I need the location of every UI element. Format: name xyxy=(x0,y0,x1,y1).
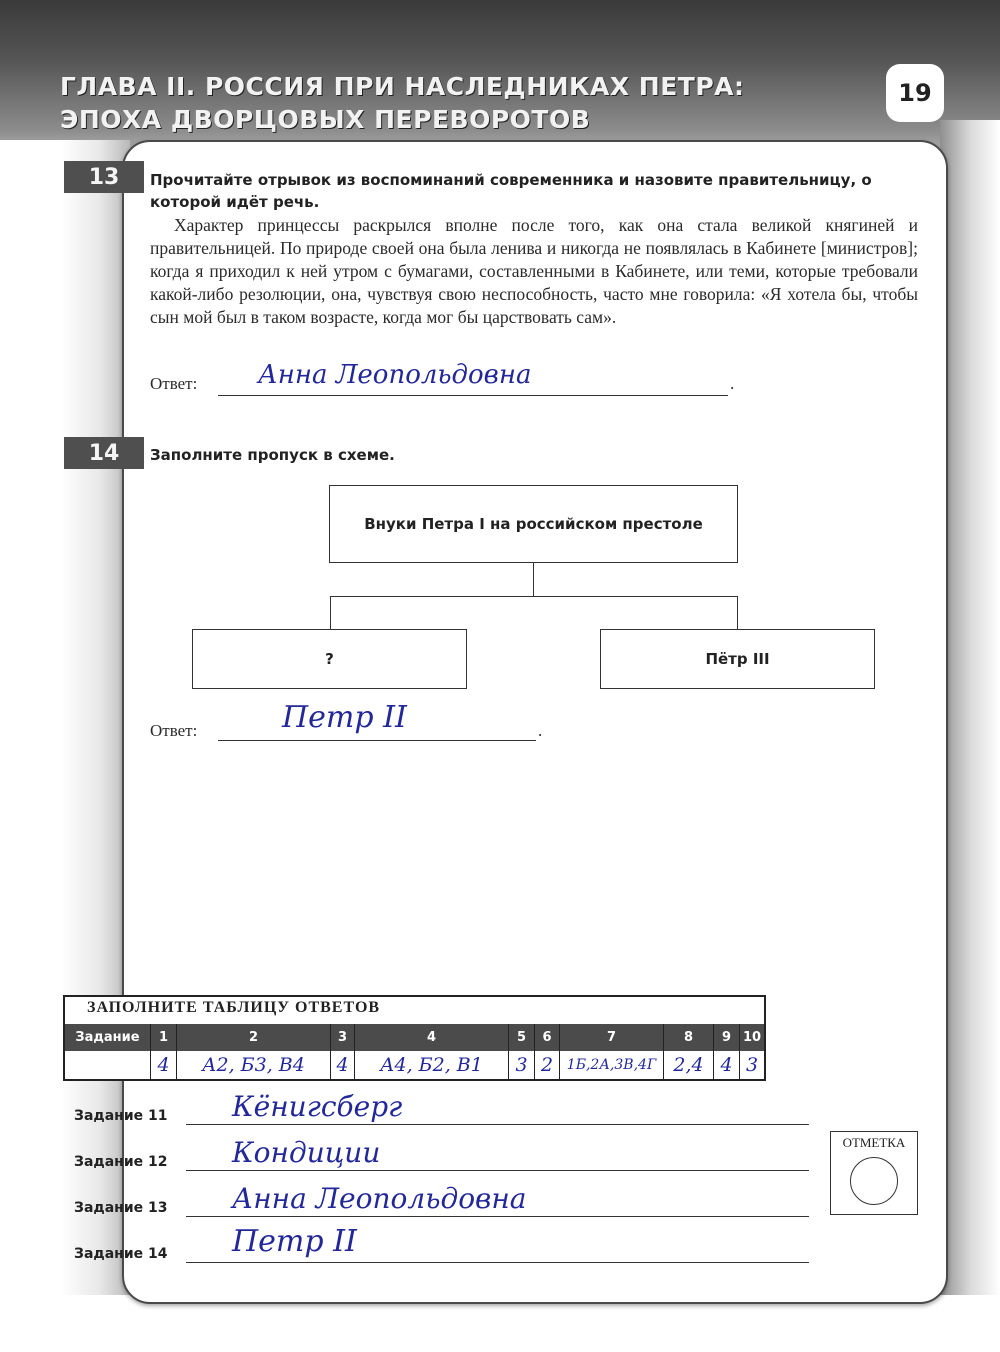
written-answer-12[interactable]: Кондиции xyxy=(232,1136,381,1169)
scheme-connector-vertical xyxy=(533,563,534,596)
table-answer-9[interactable]: 4 xyxy=(714,1051,740,1079)
written-answer-line-14 xyxy=(186,1262,809,1263)
written-answer-label-11: Задание 11 xyxy=(74,1108,168,1124)
task-13-answer-label: Ответ: xyxy=(150,374,198,393)
table-col-9: 9 xyxy=(714,1024,740,1051)
chapter-title-line1: ГЛАВА II. РОССИЯ ПРИ НАСЛЕДНИКАХ ПЕТРА: xyxy=(60,72,745,101)
table-col-7: 7 xyxy=(560,1024,664,1051)
answer-table-title: ЗАПОЛНИТЕ ТАБЛИЦУ ОТВЕТОВ xyxy=(87,999,381,1016)
table-col-4: 4 xyxy=(355,1024,509,1051)
written-answer-label-13: Задание 13 xyxy=(74,1200,168,1216)
scheme-connector-right xyxy=(737,596,738,629)
task-14-prompt: Заполните пропуск в схеме. xyxy=(150,446,395,464)
written-answer-label-12: Задание 12 xyxy=(74,1154,168,1170)
task-13-passage xyxy=(150,214,918,329)
table-col-8: 8 xyxy=(664,1024,714,1051)
table-row-header: Задание xyxy=(65,1024,151,1051)
written-answer-11[interactable]: Кёнигсберг xyxy=(232,1090,403,1123)
table-answer-8[interactable]: 2,4 xyxy=(664,1051,714,1079)
table-col-6: 6 xyxy=(535,1024,560,1051)
table-answer-6[interactable]: 2 xyxy=(535,1051,560,1079)
task-13-end-mark: . xyxy=(730,374,735,393)
task-13-prompt: Прочитайте отрывок из воспоминаний современника и назовите правительницу, о которой идёт речь. xyxy=(150,171,872,211)
chapter-title-line2: ЭПОХА ДВОРЦОВЫХ ПЕРЕВОРОТОВ xyxy=(60,105,591,134)
task-13-answer-field[interactable]: Анна Леопольдовна xyxy=(258,360,532,390)
left-shade xyxy=(0,140,130,1352)
scheme-root-box: Внуки Петра I на российском престоле xyxy=(329,485,738,563)
table-answer-row-label xyxy=(65,1051,151,1079)
written-answer-label-14: Задание 14 xyxy=(74,1246,168,1262)
table-col-5: 5 xyxy=(509,1024,535,1051)
written-answer-line-12 xyxy=(186,1170,809,1171)
task-14-answer-line xyxy=(218,740,536,741)
table-answer-4[interactable]: А4, Б2, В1 xyxy=(355,1051,509,1079)
table-answer-1[interactable]: 4 xyxy=(151,1051,177,1079)
page-number: 19 xyxy=(886,64,944,122)
written-answer-14[interactable]: Петр II xyxy=(232,1224,357,1259)
task-14-end-mark: . xyxy=(538,721,543,740)
task-14-answer-label: Ответ: xyxy=(150,721,198,740)
grade-box-label: ОТМЕТКА xyxy=(842,1135,906,1150)
scheme-connector-left xyxy=(330,596,331,629)
table-col-1: 1 xyxy=(151,1024,177,1051)
table-answer-5[interactable]: 3 xyxy=(509,1051,535,1079)
written-answer-line-11 xyxy=(186,1124,809,1125)
task-13-passage-text: Характер принцессы раскрылся вполне после того, как она стала великой княгиней и правительницей. По природе своей она была ленива и никогда не появлялась в Кабинете [министров]; когда я приходил к ней утром с бумагами, составленными в Кабинете, или теми, которые требовали какой-либо резолюции, она, чувствуя свою неспособность, часто мне говорила: «Я хотела бы, чтобы сын мой был в таком возрасте, когда мог бы царствовать сам». xyxy=(150,215,918,327)
table-answer-7[interactable]: 1Б,2А,3В,4Г xyxy=(560,1051,664,1079)
table-answer-3[interactable]: 4 xyxy=(331,1051,355,1079)
table-answer-10[interactable]: 3 xyxy=(745,1054,759,1076)
table-answer-2[interactable]: А2, Б3, В4 xyxy=(177,1051,331,1079)
table-col-10: 10 xyxy=(740,1024,764,1051)
table-col-2: 2 xyxy=(177,1024,331,1051)
grade-circle[interactable] xyxy=(850,1157,898,1205)
scheme-left-box: ? xyxy=(192,629,467,689)
task-14-number: 14 xyxy=(64,437,144,469)
written-answer-line-13 xyxy=(186,1216,809,1217)
scheme-connector-horizontal xyxy=(330,596,738,597)
chapter-title xyxy=(60,70,860,136)
task-14-answer-field[interactable]: Петр II xyxy=(282,700,407,735)
right-shade xyxy=(940,120,1000,1352)
scheme-right-box: Пётр III xyxy=(600,629,875,689)
table-col-3: 3 xyxy=(331,1024,355,1051)
task-13-answer-line xyxy=(218,395,728,396)
task-13-number: 13 xyxy=(64,161,144,193)
written-answer-13[interactable]: Анна Леопольдовна xyxy=(232,1182,527,1215)
